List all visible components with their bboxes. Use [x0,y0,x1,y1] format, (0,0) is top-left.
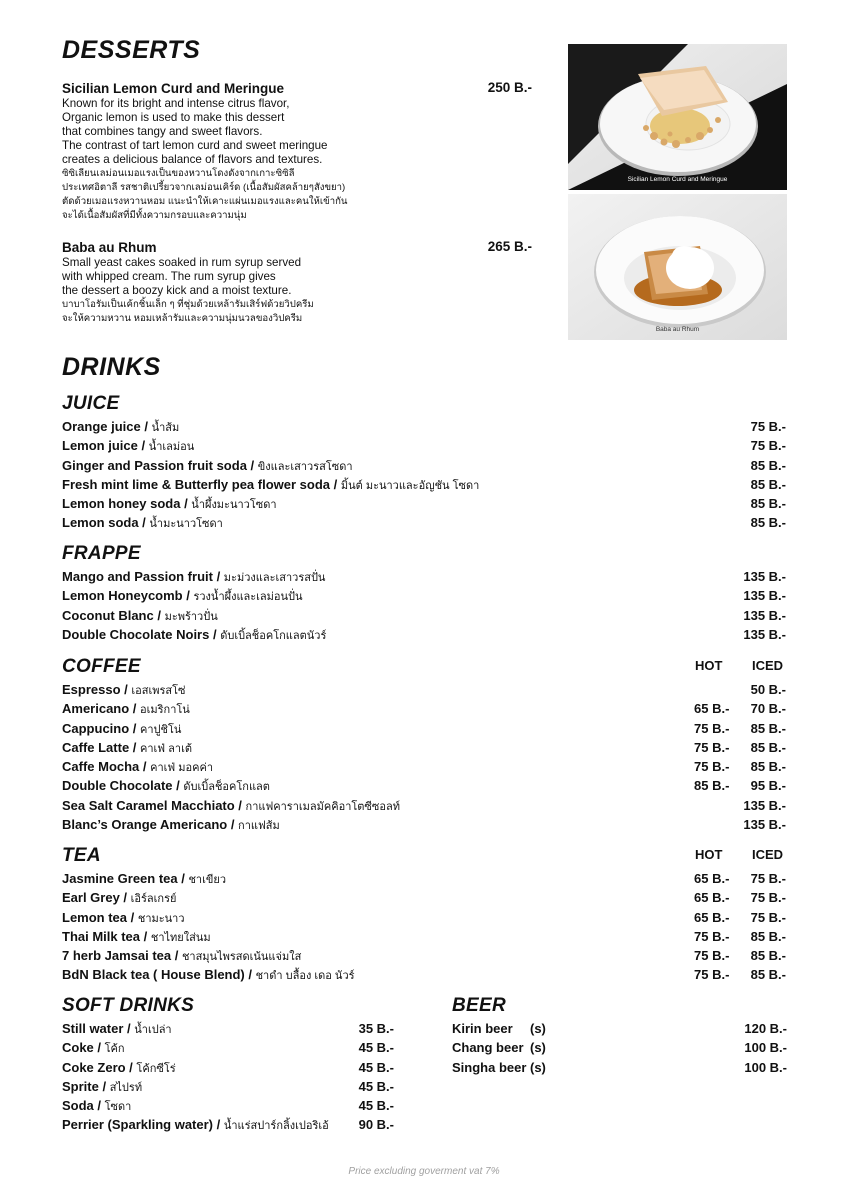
item-price: 85 B.- [750,496,786,512]
coffee-heading: COFFEE [62,656,141,677]
item-name-thai: เอิร์ลเกรย์ [130,893,177,906]
item-price-hot: 75 B.- [694,739,730,755]
item-name-thai: โค้กซีโร่ [136,1062,176,1075]
item-price-iced: 95 B.- [750,778,786,794]
tea-iced-column-header: ICED [752,847,784,862]
list-item [62,513,786,532]
item-price: 135 B.- [743,626,786,642]
item-price: 120 B.- [744,1021,787,1036]
item-name: Espresso / [62,682,132,697]
item-price-hot: 65 B.- [694,701,730,717]
item-name: Thai Milk tea / [62,928,151,944]
item-name-thai: โซดา [104,1101,132,1114]
list-item [62,606,786,625]
tea-hot-column-header: HOT [695,847,723,862]
vat-footnote: Price excluding goverment vat 7% [348,1166,500,1177]
item-name: Cappucino / [62,720,140,736]
list-item [62,1019,394,1038]
item-name-thai: ชาสมุนไพรสดเน้นแจ่มใส [181,951,302,964]
item-price-iced: 85 B.- [750,759,786,775]
item-name: Soda / [62,1098,105,1114]
item-price-iced: 85 B.- [750,720,786,736]
item-name: Earl Grey / [62,890,131,906]
item-price-hot: 65 B.- [694,909,730,925]
tea-heading: TEA [62,845,101,866]
item-name-thai: ขิงและเสาวรสโซดา [257,460,353,473]
list-item [62,796,786,815]
item-name: Blanc’s Orange Americano / [62,817,239,833]
item-price: 75 B.- [750,438,786,454]
juice-list [62,417,786,533]
item-price-hot: 65 B.- [694,871,730,886]
item-name: Singha beer [452,1059,527,1075]
coffee-iced-column-header: ICED [752,658,784,673]
beer-heading: BEER [452,995,506,1016]
dessert-description: Small yeast cakes soaked in rum syrup served with whipped cream. The rum syrup gives the dessert a boozy kick and a moist texture. [62,256,302,297]
dessert-item [62,80,532,223]
item-name-thai: มะพร้าวปั่น [164,610,218,623]
item-name-thai: โค้ก [104,1043,125,1056]
list-item [452,1058,787,1077]
dessert-item [62,239,532,326]
item-price: 45 B.- [358,1059,394,1075]
coffee-list [62,680,786,834]
item-name: Orange juice / [62,419,152,434]
list-item [62,1096,394,1115]
item-name: Lemon tea / [62,909,138,925]
list-item [62,738,786,757]
item-name: Jasmine Green tea / [62,871,189,886]
list-item [62,908,786,927]
list-item [62,494,786,513]
item-price: 85 B.- [750,515,786,531]
item-name-thai: ดับเบิ้ลช็อคโกแลต [183,781,270,794]
item-name: Sea Salt Caramel Macchiato / [62,797,246,813]
item-price-hot: 65 B.- [694,890,730,906]
list-item [62,475,786,494]
item-name-thai: น้ำเปล่า [134,1024,172,1036]
item-name: Coke / [62,1040,105,1056]
list-item [452,1038,787,1057]
photo-caption: Sicilian Lemon Curd and Meringue [627,176,728,183]
list-item [62,927,786,946]
item-price-iced: 50 B.- [750,682,786,697]
item-name-thai: สไปรท์ [109,1081,143,1094]
item-name: Mango and Passion fruit / [62,569,224,584]
soft-drinks-heading: SOFT DRINKS [62,995,195,1016]
item-price-iced: 75 B.- [750,890,786,906]
list-item [62,757,786,776]
item-name-thai: มิ้นต์ มะนาวและอัญชัน โซดา [340,479,480,492]
item-name: BdN Black tea ( House Blend) / [62,967,256,983]
soft-drinks-list [62,1019,394,1135]
item-name-thai: กาแฟส้ม [238,820,280,833]
dessert-description-thai: บาบาโอรัมเป็นเค้กชิ้นเล็ก ๆ ที่ชุ่มด้วยเหล้ารัมเสิร์ฟด้วยวิปครีม จะให้ความหวาน หอมเหล้ารัมและความนุ่มนวลของวิปครีม [62,299,314,324]
item-name-thai: น้ำผึ้งมะนาวโซดา [191,499,277,512]
item-price: 75 B.- [750,419,786,434]
item-price: 45 B.- [358,1040,394,1056]
tea-list [62,869,786,985]
list-item [62,776,786,795]
list-item [62,946,786,965]
item-name: Kirin beer [452,1021,513,1036]
item-name-thai: ชาไทยใส่นม [150,931,211,944]
item-price-iced: 85 B.- [750,739,786,755]
list-item [62,625,786,644]
coffee-hot-column-header: HOT [695,658,723,673]
drinks-heading: DRINKS [62,353,161,381]
item-name: Coke Zero / [62,1059,137,1075]
item-name: Still water / [62,1021,135,1036]
beer-list [452,1019,787,1077]
list-item [62,456,786,475]
item-price-hot: 75 B.- [694,759,730,775]
item-name: 7 herb Jamsai tea / [62,948,182,964]
item-name: Lemon juice / [62,438,149,454]
item-price: 135 B.- [743,569,786,584]
item-name-thai: ชาเขียว [188,874,226,886]
item-name: Americano / [62,701,141,717]
item-name-thai: อเมริกาโน่ [140,704,190,717]
item-name: Fresh mint lime & Butterfly pea flower soda / [62,476,341,492]
list-item [62,1077,394,1096]
item-name-thai: รวงน้ำผึ้งและเลม่อนปั่น [193,591,303,604]
item-name-thai: มะม่วงและเสาวรสปั่น [223,572,326,584]
list-item [62,567,786,586]
item-price: 100 B.- [744,1059,787,1075]
item-price-hot: 75 B.- [694,948,730,964]
frappe-heading: FRAPPE [62,543,141,564]
item-price: 35 B.- [358,1021,394,1036]
item-price: 90 B.- [358,1117,394,1133]
juice-heading: JUICE [62,393,120,414]
item-name: Double Chocolate / [62,778,184,794]
item-name-thai: กาแฟคาราเมลมัคคิอาโตซีซอลท์ [245,800,400,813]
item-size: (s) [530,1040,546,1056]
item-name: Lemon soda / [62,515,150,531]
list-item [62,869,786,888]
item-price-iced: 75 B.- [750,909,786,925]
list-item [62,436,786,455]
list-item [62,417,786,436]
photo-caption: Baba au Rhum [655,326,700,333]
item-name-thai: คาเฟ่ ลาเต้ [140,742,192,755]
item-name: Caffe Latte / [62,739,141,755]
item-price: 100 B.- [744,1040,787,1056]
item-name-thai: คาเฟ่ มอคค่า [150,762,214,775]
item-name-thai: ดับเบิ้ลช็อคโกแลตนัวร์ [220,629,327,642]
item-price: 135 B.- [743,588,786,604]
dessert-photo-baba-au-rhum [568,194,787,340]
item-price: 135 B.- [743,607,786,623]
item-name: Coconut Blanc / [62,607,165,623]
list-item [62,719,786,738]
item-name: Lemon honey soda / [62,496,192,512]
item-price-hot: 75 B.- [694,720,730,736]
item-price: 85 B.- [750,476,786,492]
list-item [62,1115,394,1134]
dessert-name: Sicilian Lemon Curd and Meringue [62,81,285,96]
item-name-thai: ชาดำ บลื้อง เดอ นัวร์ [255,970,355,983]
item-name: Chang beer [452,1040,524,1056]
item-price-iced: 70 B.- [750,701,786,717]
item-name-thai: น้ำมะนาวโซดา [149,518,223,531]
item-name: Caffe Mocha / [62,759,151,775]
list-item [62,1058,394,1077]
item-name: Sprite / [62,1078,110,1094]
item-name-thai: น้ำเลม่อน [148,441,195,454]
list-item [452,1019,787,1038]
item-price-hot: 85 B.- [694,778,730,794]
item-size: (s) [530,1059,546,1075]
list-item [62,680,786,699]
item-price: 85 B.- [750,457,786,473]
list-item [62,1038,394,1057]
list-item [62,699,786,718]
item-price-iced: 75 B.- [750,871,786,886]
item-price: 45 B.- [358,1078,394,1094]
item-price-iced: 85 B.- [750,948,786,964]
item-name-thai: เอสเพรสโซ่ [131,685,186,697]
dessert-description-thai: ซิซิเลียนเลม่อนเมอแรงเป็นของหวานโดงดังจากเกาะซิซิลี ประเทศอิตาลี รสชาติเปรี้ยวจากเลม่อนเคิร์ด (เนื้อสัมผัสคล้ายๆสังขยา) ตัดด้วยเมอแรงหวานหอม แนะนำให้เคาะแผ่นเมอแรงและคนให้เข้ากัน จะได้เนื้อสัมผัสที่มีทั้งความกรอบและความนุ่ม [62,168,348,221]
desserts-heading: DESSERTS [62,36,201,64]
item-name-thai: คาปูชิโน่ [140,723,182,736]
item-size: (s) [530,1021,546,1036]
list-item [62,965,786,984]
frappe-list [62,567,786,644]
item-name: Lemon Honeycomb / [62,588,194,604]
dessert-photo-lemon-meringue [568,44,787,190]
item-price-hot: 75 B.- [694,967,730,983]
item-name: Perrier (Sparkling water) / [62,1117,224,1133]
item-name: Double Chocolate Noirs / [62,626,221,642]
item-name-thai: น้ำส้ม [151,422,180,434]
item-name: Ginger and Passion fruit soda / [62,457,258,473]
dessert-name: Baba au Rhum [62,240,157,255]
dessert-description: Known for its bright and intense citrus flavor, Organic lemon is used to make this dessert that combines tangy and sweet flavors. The contrast of tart lemon curd and sweet meringue creates a delicious balance of flavors and textures. [62,97,328,166]
item-name-thai: ชามะนาว [137,912,185,925]
item-price-iced: 85 B.- [750,928,786,944]
item-price-hot: 75 B.- [694,928,730,944]
item-name-thai: น้ำแร่สปาร์กลิ้งเปอริเอ้ [223,1120,329,1133]
item-price-iced: 135 B.- [743,817,786,833]
list-item [62,586,786,605]
item-price-iced: 135 B.- [743,797,786,813]
dessert-price: 265 B.- [487,239,532,254]
item-price: 45 B.- [358,1098,394,1114]
list-item [62,815,786,834]
list-item [62,888,786,907]
item-price-iced: 85 B.- [750,967,786,983]
dessert-price: 250 B.- [487,80,532,95]
